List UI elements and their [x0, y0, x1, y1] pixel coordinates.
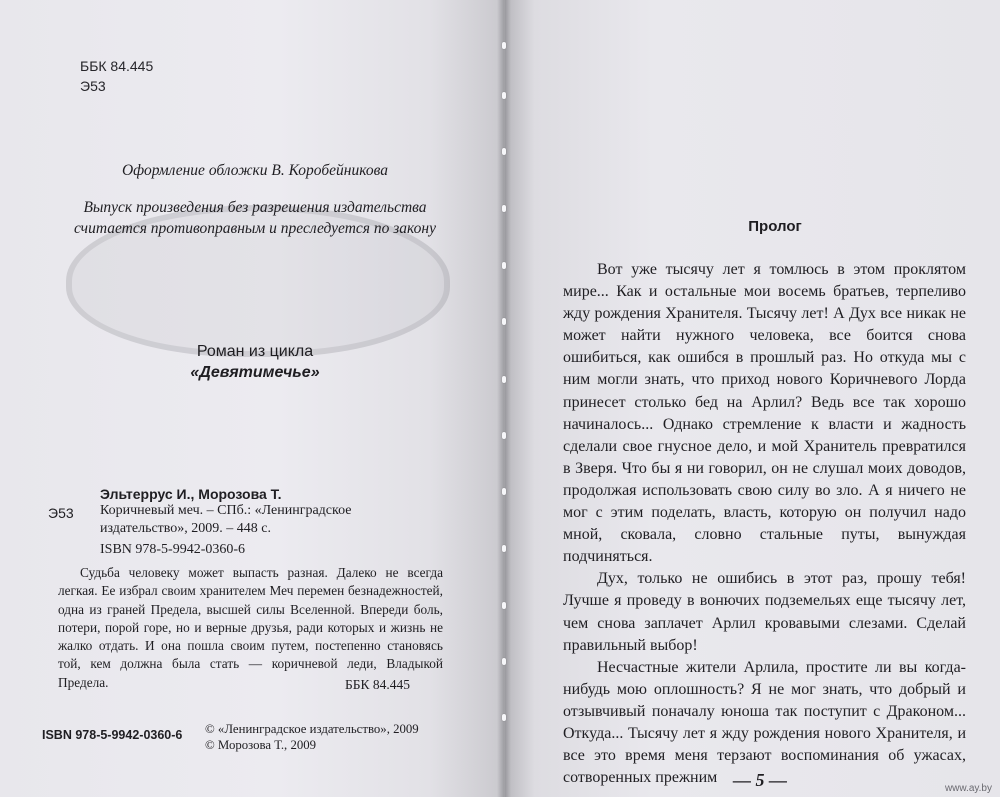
- paragraph: Дух, только не ошибись в этот раз, прошу тебя! Лучше я проведу в вонючих подземельях еще тысячу лет, чем снова заплачет Арлил кровавыми слезами. Сделай правильный выбор!: [563, 570, 966, 654]
- stitch-mark: [502, 602, 506, 609]
- isbn-bottom: ISBN 978-5-9942-0360-6: [42, 728, 183, 742]
- bbk-bottom: ББК 84.445: [345, 677, 411, 692]
- stitch-mark: [502, 488, 506, 495]
- annotation: [58, 564, 443, 692]
- biblio-sign: Э53: [48, 505, 74, 521]
- stitch-mark: [502, 42, 506, 49]
- page-number: — 5 —: [733, 770, 787, 790]
- bbk-code: ББК 84.445: [80, 58, 154, 74]
- author-sign: Э53: [80, 78, 106, 94]
- stitch-mark: [502, 376, 506, 383]
- watermark: www.ay.by: [944, 783, 992, 794]
- series-label: Роман из цикла: [196, 343, 314, 360]
- chapter-heading: Пролог: [748, 218, 802, 235]
- stitch-mark: [502, 92, 506, 99]
- copyright-warning: Выпуск произведения без разрешения издательства считается противоправным и преследуется по закону: [74, 199, 436, 237]
- chapter-body: [563, 259, 966, 789]
- copyright-author: © Морозова Т., 2009: [205, 738, 317, 752]
- stitch-mark: [502, 714, 506, 721]
- stitch-mark: [502, 432, 506, 439]
- stitch-mark: [502, 148, 506, 155]
- series-name: [95, 363, 415, 383]
- biblio-title: Коричневый меч. – СПб.: «Ленинградское издательство», 2009. – 448 с.: [100, 503, 352, 536]
- stitch-mark: [502, 545, 506, 552]
- stitch-mark: [502, 262, 506, 269]
- series-title: «Девятимечье»: [190, 364, 320, 381]
- book-spine: [497, 0, 511, 797]
- copyright-publisher: © «Ленинградское издательство», 2009: [205, 722, 419, 736]
- paragraph: Вот уже тысячу лет я томлюсь в этом проклятом мире... Как и остальные мои восемь братьев, терпеливо жду рождения Хранителя. Тысячу лет! А Дух все никак не может найти нужного человека, все боится снова ошибиться, как ошибся в прошлый раз. Но откуда мы с ним могли знать, что приход нового Коричневого Лорда принесет столько бед на Арлил? Ведь все так хорошо начиналось... Однако стремление к власти и жадность сделали свое гнусное дело, и мой Хранитель превратился в Зверя. Что бы я ни говорил, он не слушал моих доводов, продолжая использовать свою силу во зло. А я ничего не мог с этим поделать, власть, которую он получил надо мной, сковала, словно стальные путы, вынуждая подчиняться.: [563, 261, 966, 566]
- biblio-authors: Эльтеррус И., Морозова Т.: [100, 486, 282, 502]
- paragraph: Несчастные жители Арлила, простите ли вы когда-нибудь мою оплошность? Я не мог знать, что добрый и отзывчивый поначалу юноша так поступит с Драконом... Откуда... Тысячу лет я жду рождения нового Хранителя, и все это время меня терзают воспоминания об ужасах, сотворенных прежним: [563, 658, 966, 787]
- cover-design-credit: Оформление обложки В. Коробейникова: [121, 162, 388, 179]
- stitch-mark: [502, 658, 506, 665]
- stitch-mark: [502, 205, 506, 212]
- biblio-isbn: ISBN 978-5-9942-0360-6: [100, 542, 246, 557]
- annotation-text: Судьба человеку может выпасть разная. Далеко не всегда легкая. Ее избрал своим хранителем Меч перемен безнадежностей, одна из граней Предела, высшей силы Вселенной. Впереди боль, потери, порой горе, но и верные друзья, ради которых и жизнь не жалко отдать. И она пошла своим путем, постепенно становясь той, кем должна была стать — коричневой леди, Владыкой Предела.: [58, 565, 443, 690]
- stitch-mark: [502, 318, 506, 325]
